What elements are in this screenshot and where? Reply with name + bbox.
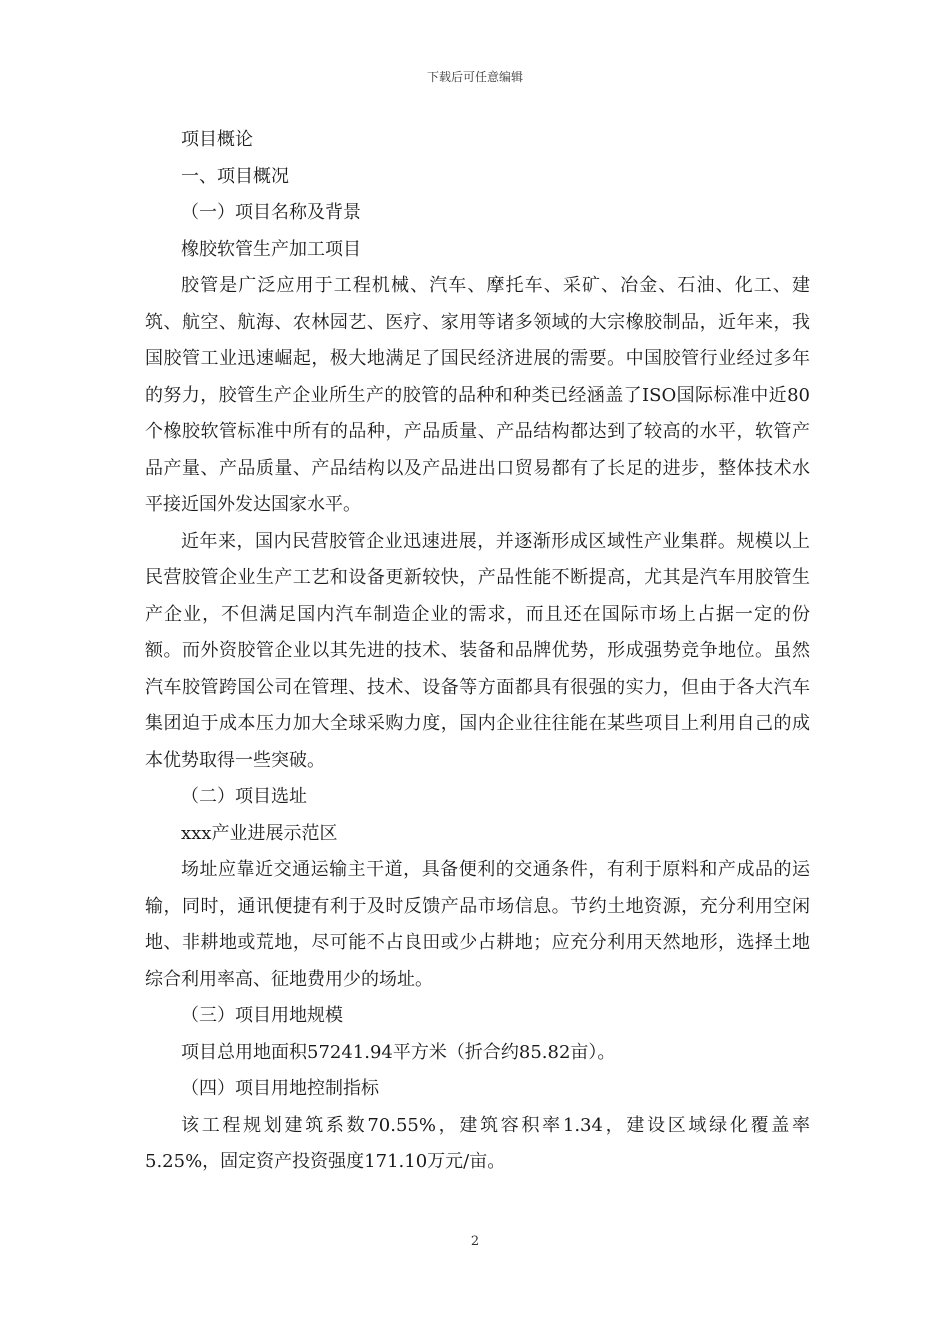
heading-sub-4: （四）项目用地控制指标 (181, 1078, 379, 1099)
paragraph-background-1: 胶管是广泛应用于工程机械、汽车、摩托车、采矿、冶金、石油、化工、建筑、航空、航海、农林园艺、医疗、家用等诸多领域的大宗橡胶制品，近年来，我国胶管工业迅速崛起，极大地满足了国民经济进展的需要。中国胶管行业经过多年的努力，胶管生产企业所生产的胶管的品种和种类已经涵盖了ISO国际标准中近80个橡胶软管标准中所有的品种，产品质量、产品结构都达到了较高的水平，软管产品产量、产品质量、产品结构以及产品进出口贸易都有了长足的进步，整体技术水平接近国外发达国家水平。 (145, 275, 810, 515)
heading-sub-3: （三）项目用地规模 (181, 1005, 343, 1026)
location-text: xxx产业进展示范区 (181, 822, 338, 844)
paragraph-control-indicators: 该工程规划建筑系数70.55%，建筑容积率1.34，建设区域绿化覆盖率5.25%，固定资产投资强度171.10万元/亩。 (145, 1114, 810, 1172)
paragraph-block-indicators (145, 1108, 810, 1181)
heading-sub-2: （二）项目选址 (181, 786, 307, 807)
document-body (145, 122, 810, 1181)
heading-overview: 项目概论 (181, 129, 253, 150)
heading-sub-1: （一）项目名称及背景 (181, 202, 361, 223)
page-number: 2 (470, 1234, 480, 1249)
heading-section-1: 一、项目概况 (181, 165, 289, 187)
project-name: 橡胶软管生产加工项目 (181, 238, 361, 260)
paragraph-block (145, 268, 810, 779)
paragraph-background-2: 近年来，国内民营胶管企业迅速进展，并逐渐形成区域性产业集群。规模以上民营胶管企业生产工艺和设备更新较快，产品性能不断提高，尤其是汽车用胶管生产企业，不但满足国内汽车制造企业的需求，而且还在国际市场上占据一定的份额。而外资胶管企业以其先进的技术、装备和品牌优势，形成强势竞争地位。虽然汽车胶管跨国公司在管理、技术、设备等方面都具有很强的实力，但由于各大汽车集团迫于成本压力加大全球采购力度，国内企业往往能在某些项目上利用自己的成本优势取得一些突破。 (145, 530, 810, 771)
paragraph-block-site (145, 852, 810, 998)
land-area-text: 项目总用地面积57241.94平方米（折合约85.82亩）。 (181, 1041, 616, 1063)
paragraph-site-requirements: 场址应靠近交通运输主干道，具备便利的交通条件，有利于原料和产成品的运输，同时，通讯便捷有利于及时反馈产品市场信息。节约土地资源，充分利用空闲地、非耕地或荒地，尽可能不占良田或少占耕地；应充分利用天然地形，选择土地综合利用率高、征地费用少的场址。 (145, 859, 810, 990)
page-header-note: 下载后可任意编辑 (426, 70, 523, 84)
